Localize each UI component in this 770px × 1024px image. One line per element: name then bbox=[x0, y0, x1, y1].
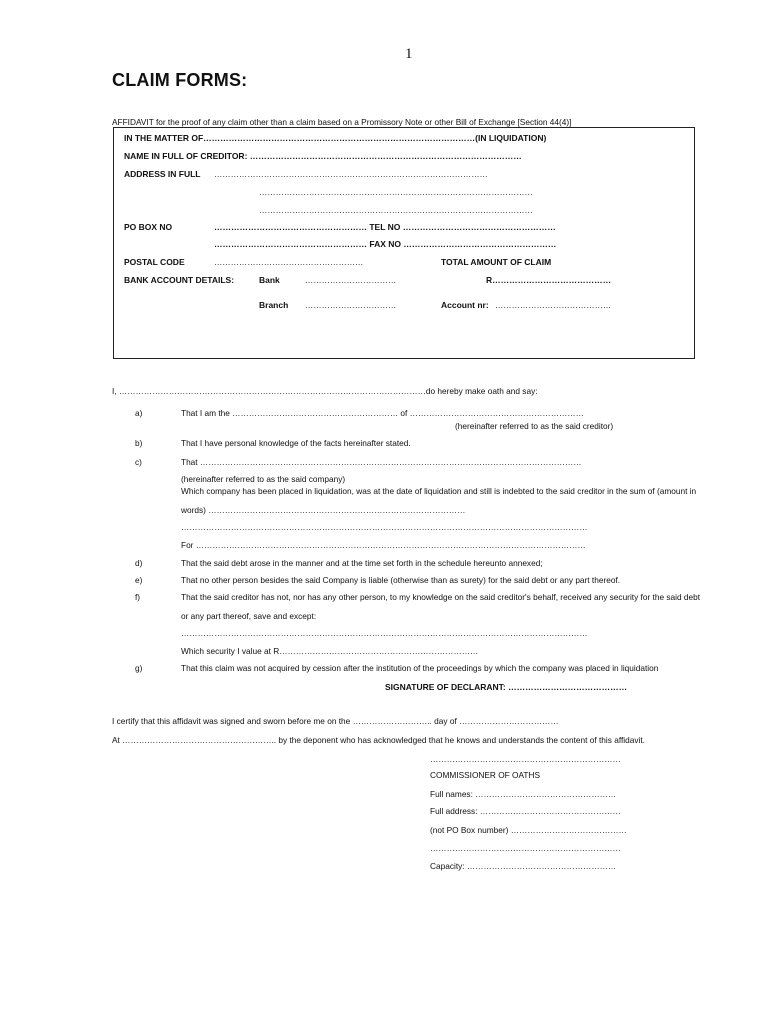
postal-code-label: POSTAL CODE bbox=[124, 257, 185, 267]
clause-f-text-2: or any part thereof, save and except: bbox=[181, 611, 317, 621]
clause-g-text: That this claim was not acquired by cession after the institution of the proceedings by which the company was placed in liquidation bbox=[181, 663, 659, 673]
clause-a-text[interactable]: That I am the …………………………………………………… of ……………………………………………………… bbox=[181, 408, 584, 418]
page-title: CLAIM FORMS: bbox=[112, 70, 248, 90]
bank-label: Bank bbox=[259, 275, 280, 285]
affidavit-intro: AFFIDAVIT for the proof of any claim other than a claim based on a Promissory Note or other Bill of Exchange [Section 44(4)] bbox=[112, 117, 572, 127]
fax-field[interactable]: ……………………………………………… FAX NO ……………………………………………… bbox=[214, 239, 557, 249]
bank-details-label: BANK ACCOUNT DETAILS: bbox=[124, 275, 235, 285]
clause-e-letter: e) bbox=[135, 575, 143, 585]
clause-b-letter: b) bbox=[135, 438, 143, 448]
matter-field[interactable]: IN THE MATTER OF……………………………………………………………………………………(IN LIQUIDATION) bbox=[124, 133, 547, 143]
security-value-field[interactable]: Which security I value at R……………………………………………………………… bbox=[181, 646, 479, 656]
clause-f-text: That the said creditor has not, nor has any other person, to my knowledge on the said creditor's behalf, received any security for the said debt bbox=[181, 592, 701, 602]
clause-c-text-2: Which company has been placed in liquidation, was at the date of liquidation and still is indebted to the said creditor in the sum of (amount in bbox=[181, 486, 697, 496]
branch-label: Branch bbox=[259, 300, 289, 310]
address-line-2[interactable]: ……………………………………………………………………………………… bbox=[259, 187, 533, 197]
certify-line[interactable]: I certify that this affidavit was signed and sworn before me on the ……………………….. day of ……………………………… bbox=[112, 716, 559, 726]
total-claim-label: TOTAL AMOUNT OF CLAIM bbox=[441, 257, 552, 267]
for-field[interactable]: For …………………………………………………………………………………………………………………………… bbox=[181, 540, 586, 550]
clause-e-text: That no other person besides the said Company is liable (otherwise than as surety) for the said debt or any part thereof. bbox=[181, 575, 621, 585]
commissioner-signature-line[interactable]: …………………………………………………………… bbox=[430, 754, 621, 764]
clause-c-text[interactable]: That ………………………………………………………………………………………………………………………… bbox=[181, 457, 582, 467]
declarant-signature-field[interactable]: SIGNATURE OF DECLARANT: …………………………………… bbox=[385, 682, 628, 692]
clause-b-text: That I have personal knowledge of the facts hereinafter stated. bbox=[181, 438, 411, 448]
clause-a-letter: a) bbox=[135, 408, 143, 418]
creditor-name-field[interactable]: NAME IN FULL OF CREDITOR: …………………………………………………………………………………… bbox=[124, 151, 522, 161]
commissioner-capacity-field[interactable]: Capacity: ……………………………………………… bbox=[430, 861, 617, 871]
commissioner-heading: COMMISSIONER OF OATHS bbox=[430, 770, 541, 780]
clause-c-note: (hereinafter referred to as the said company) bbox=[181, 474, 346, 484]
account-field[interactable]: …………………………………… bbox=[495, 300, 612, 310]
postal-code-field[interactable]: ……………………………………………… bbox=[214, 257, 364, 267]
security-exceptions-field[interactable]: ………………………………………………………………………………………………………………………………… bbox=[181, 628, 588, 638]
commissioner-full-address-field[interactable]: Full address: …………………………………………… bbox=[430, 806, 621, 816]
commissioner-full-names-field[interactable]: Full names: …………………………………………… bbox=[430, 789, 617, 799]
total-claim-field[interactable]: R…………………………………… bbox=[486, 275, 612, 285]
commissioner-po-box-note[interactable]: (not PO Box number) …………………………………… bbox=[430, 825, 627, 835]
commissioner-address-line[interactable]: …………………………………………………………… bbox=[430, 843, 621, 853]
clause-d-letter: d) bbox=[135, 558, 143, 568]
clause-d-text: That the said debt arose in the manner and at the time set forth in the schedule hereunto annexed; bbox=[181, 558, 543, 568]
bank-field[interactable]: …………………………… bbox=[305, 275, 397, 285]
po-box-label: PO BOX NO bbox=[124, 222, 173, 232]
account-label: Account nr: bbox=[441, 300, 489, 310]
at-line[interactable]: At ……………………………………………….. by the deponent who has acknowledged that he knows and understands the content of this affidavit. bbox=[112, 735, 645, 745]
branch-field[interactable]: …………………………… bbox=[305, 300, 397, 310]
address-label: ADDRESS IN FULL bbox=[124, 169, 201, 179]
clause-c-letter: c) bbox=[135, 457, 142, 467]
amount-in-words-field[interactable]: words) ………………………………………………………………………………… bbox=[181, 505, 466, 515]
address-line-3[interactable]: ……………………………………………………………………………………… bbox=[259, 205, 533, 215]
clause-g-letter: g) bbox=[135, 663, 143, 673]
clause-f-letter: f) bbox=[135, 592, 141, 602]
clause-a-note: (hereinafter referred to as the said creditor) bbox=[455, 421, 614, 431]
po-box-tel-field[interactable]: ……………………………………………… TEL NO ……………………………………………… bbox=[214, 222, 556, 232]
oath-line[interactable]: I, …………………………………………………………………………………………………do hereby make oath and say: bbox=[112, 386, 538, 396]
address-line-1[interactable]: ……………………………………………………………………………………… bbox=[214, 169, 488, 179]
page-number: 1 bbox=[405, 46, 413, 62]
amount-continuation-line[interactable]: ………………………………………………………………………………………………………………………………… bbox=[181, 522, 588, 532]
